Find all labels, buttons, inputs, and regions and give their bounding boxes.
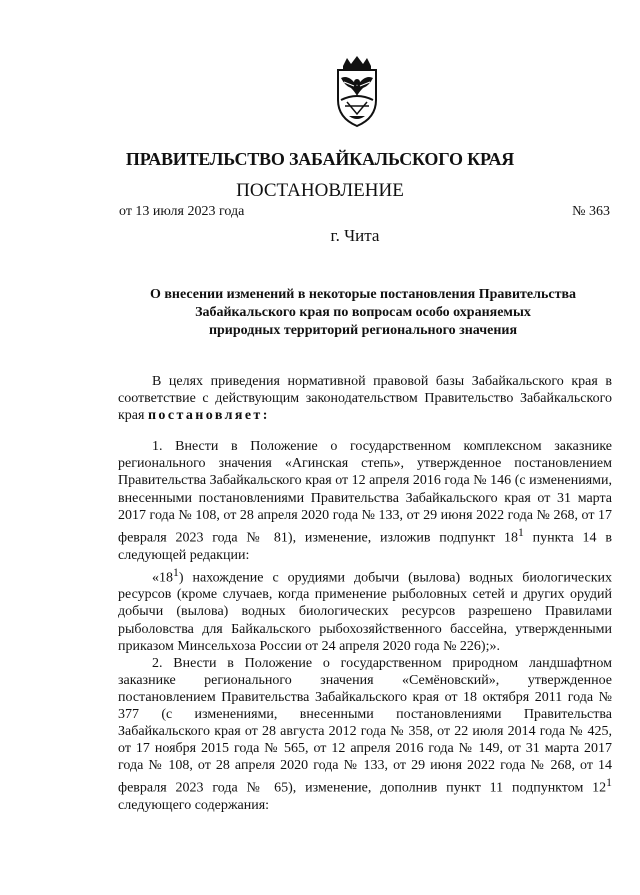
document-heading [118, 286, 608, 340]
item-2-text: 2. Внести в Положение о государственном природном ландшафтном заказнике регионального значения «Семёновский», утвержденное постановлением Правительства Забайкальского края от 18 октября 2011 года № 377 (с изменениями, внесенными постановлениями Правительства Забайкальского края от 28 августа 2012 года № 358, от 22 июля 2014 года № 425, от 17 ноября 2015 года № 565, от 12 апреля 2016 года № 149, от 31 марта 2017 года № 108, от 28 апреля 2020 года № 133, от 29 июня 2022 года № 268, от 14 февраля 2023 года № 65), изменение, дополнив пункт 11 подпунктом 12 [118, 655, 612, 797]
document-number: № 363 [572, 204, 610, 219]
item-1-text: 1. Внести в Положение о государственном комплексном заказнике регионального значения «Агинская степь», утвержденное постановлением Правительства Забайкальского края от 12 апреля 2016 года № 146 (с изменениями, внесенными постановлениями Правительства Забайкальского края от 31 марта 2017 года № 108, от 28 апреля 2020 года № 133, от 29 июня 2022 года № 268, от 17 февраля 2023 года № 81), изменение, изложив подпункт 18 [118, 439, 612, 546]
organization-title: ПРАВИТЕЛЬСТВО ЗАБАЙКАЛЬСКОГО КРАЯ [125, 149, 515, 169]
heading-line: природных территорий регионального значения [208, 323, 518, 338]
document-body [118, 373, 612, 814]
document-type: ПОСТАНОВЛЕНИЕ [236, 180, 404, 201]
zabaikalsky-coat-of-arms-icon [329, 56, 385, 128]
heading-line: Забайкальского края по вопросам особо охраняемых [195, 305, 531, 320]
heading-line: О внесении изменений в некоторые постановления Правительства [149, 287, 577, 302]
superscript: 1 [173, 565, 179, 579]
decree-keyword: постановляет: [147, 408, 270, 424]
document-date: от 13 июля 2023 года [119, 204, 245, 219]
item-1-text-end: пункта 14 в следующей редакции: [118, 530, 612, 563]
quote-paragraph [118, 564, 612, 655]
quote-start: «18 [152, 570, 173, 586]
document-city: г. Чита [330, 226, 380, 245]
superscript: 1 [518, 525, 524, 539]
superscript: 1 [606, 776, 612, 790]
quote-text: ) нахождение с орудиями добычи (вылова) водных биологических ресурсов (кроме случаев, когда применение рыболовных сетей и других орудий добычи (вылова) водных биологических ресурсов разрешено Правилами рыболовства для Байкальского рыбохозяйственного бассейна, утвержденными приказом Минсельхоза России от 24 апреля 2020 года № 226);». [118, 570, 612, 654]
item-1-paragraph [118, 438, 612, 563]
preamble-paragraph [118, 373, 612, 424]
preamble-text: В целях приведения нормативной правовой базы Забайкальского края в соответствие с действующим законодательством Правительство Забайкальского края [118, 374, 612, 424]
item-2-text-end: следующего содержания: [118, 798, 270, 814]
item-2-paragraph [118, 655, 612, 815]
